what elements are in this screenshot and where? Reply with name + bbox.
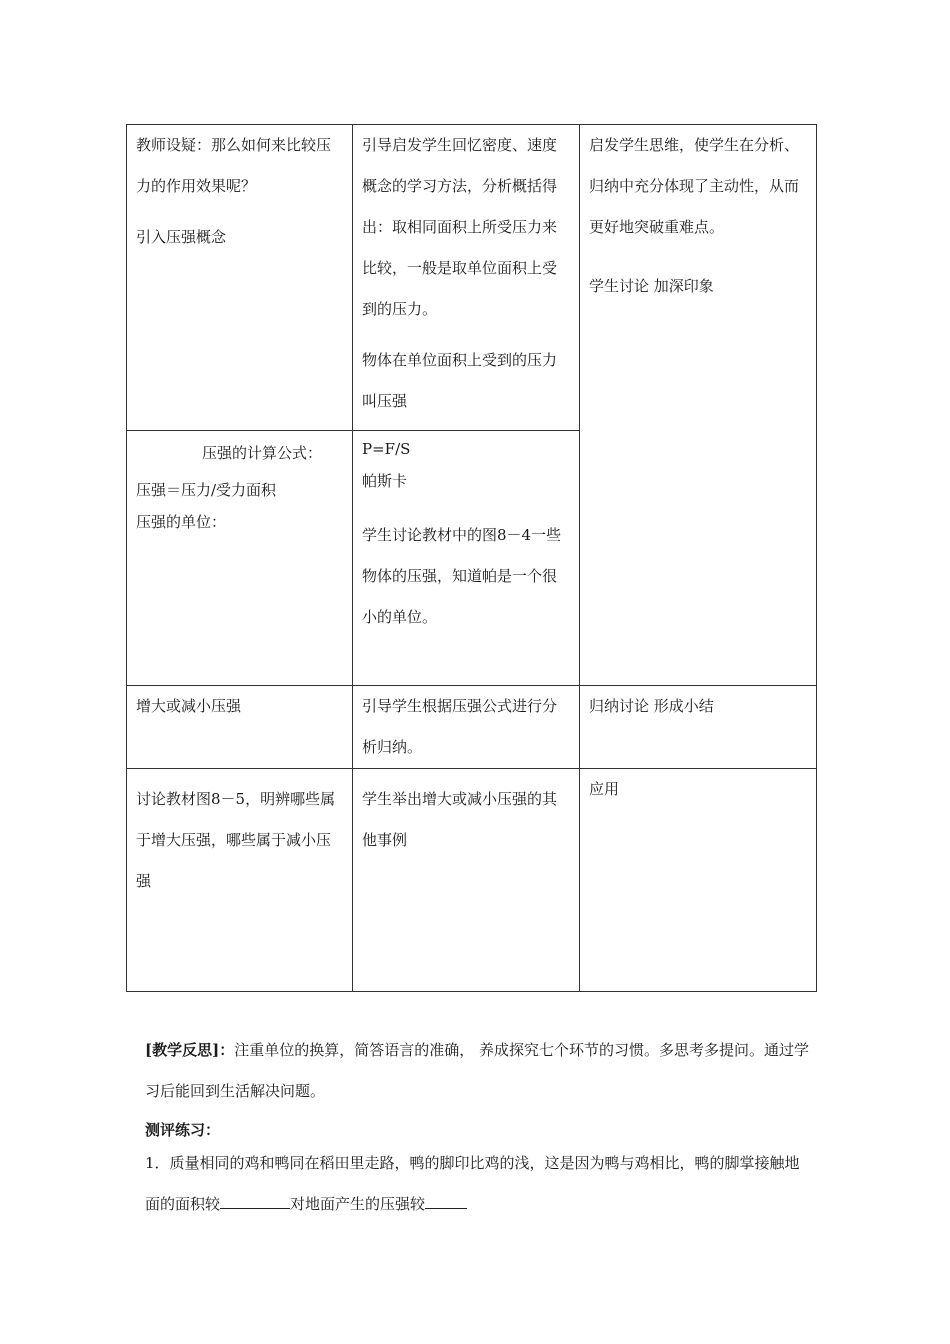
reflection-text: 注重单位的换算，简答语言的准确， 养成探究七个环节的习惯。多思考多提问。通过学习后能回到生活解决问题。	[145, 1041, 809, 1100]
lesson-table	[126, 124, 817, 992]
cell-text: 教师设疑：那么如何来比较压力的作用效果呢？	[136, 136, 332, 195]
table-row	[127, 686, 817, 769]
table-cell	[127, 686, 353, 769]
table-cell	[127, 431, 353, 686]
table-cell	[353, 769, 580, 992]
table-row	[127, 769, 817, 992]
cell-text: 应用	[589, 780, 620, 798]
table-cell	[127, 125, 353, 431]
cell-text: 增大或减小压强	[136, 697, 242, 715]
exercise-heading-text: 测评练习：	[145, 1121, 221, 1139]
table-row	[127, 125, 817, 431]
exercise-question-1	[145, 1143, 810, 1225]
reflection-label: [教学反思]：	[145, 1041, 235, 1059]
table-cell	[353, 431, 580, 686]
cell-text: 启发学生思维，使学生在分析、归纳中充分体现了主动性，从而更好地突破重难点。	[589, 136, 800, 236]
table-cell	[580, 769, 817, 992]
cell-text: 引入压强概念	[136, 228, 227, 246]
table-cell	[127, 769, 353, 992]
answer-blank[interactable]	[425, 1194, 467, 1209]
table-cell	[580, 686, 817, 769]
cell-text: 学生讨论 加深印象	[589, 277, 714, 295]
question-text: 对地面产生的压强较	[290, 1195, 426, 1213]
cell-text: 学生举出增大或减小压强的其他事例	[362, 790, 558, 849]
cell-text: 压强的单位：	[136, 513, 227, 531]
cell-text: 引导学生根据压强公式进行分析归纳。	[362, 697, 558, 756]
question-text: 1．质量相同的鸡和鸭同在稻田里走路，鸭的脚印比鸡的浅，这是因为鸭与鸡相比，鸭的脚掌接触地面的面积较	[145, 1154, 800, 1213]
answer-blank[interactable]	[220, 1194, 290, 1209]
table-cell	[353, 686, 580, 769]
cell-text: 压强＝压力/受力面积	[136, 481, 277, 499]
cell-text: P=F/S	[362, 440, 411, 458]
cell-text: 帕斯卡	[362, 472, 408, 490]
cell-text: 物体在单位面积上受到的压力叫压强	[362, 351, 558, 410]
table-cell	[580, 125, 817, 686]
table-cell	[353, 125, 580, 431]
cell-text: 学生讨论教材中的图8－4一些物体的压强，知道帕是一个很小的单位。	[362, 526, 562, 626]
teaching-reflection	[145, 1030, 810, 1112]
cell-text: 归纳讨论 形成小结	[589, 697, 714, 715]
cell-text: 引导启发学生回忆密度、速度概念的学习方法，分析概括得出：取相同面积上所受压力来比较，一般是取单位面积上受到的压力。	[362, 136, 558, 318]
cell-text: 讨论教材图8－5，明辨哪些属于增大压强，哪些属于减小压强	[136, 790, 336, 890]
cell-text: 压强的计算公式：	[202, 444, 323, 462]
